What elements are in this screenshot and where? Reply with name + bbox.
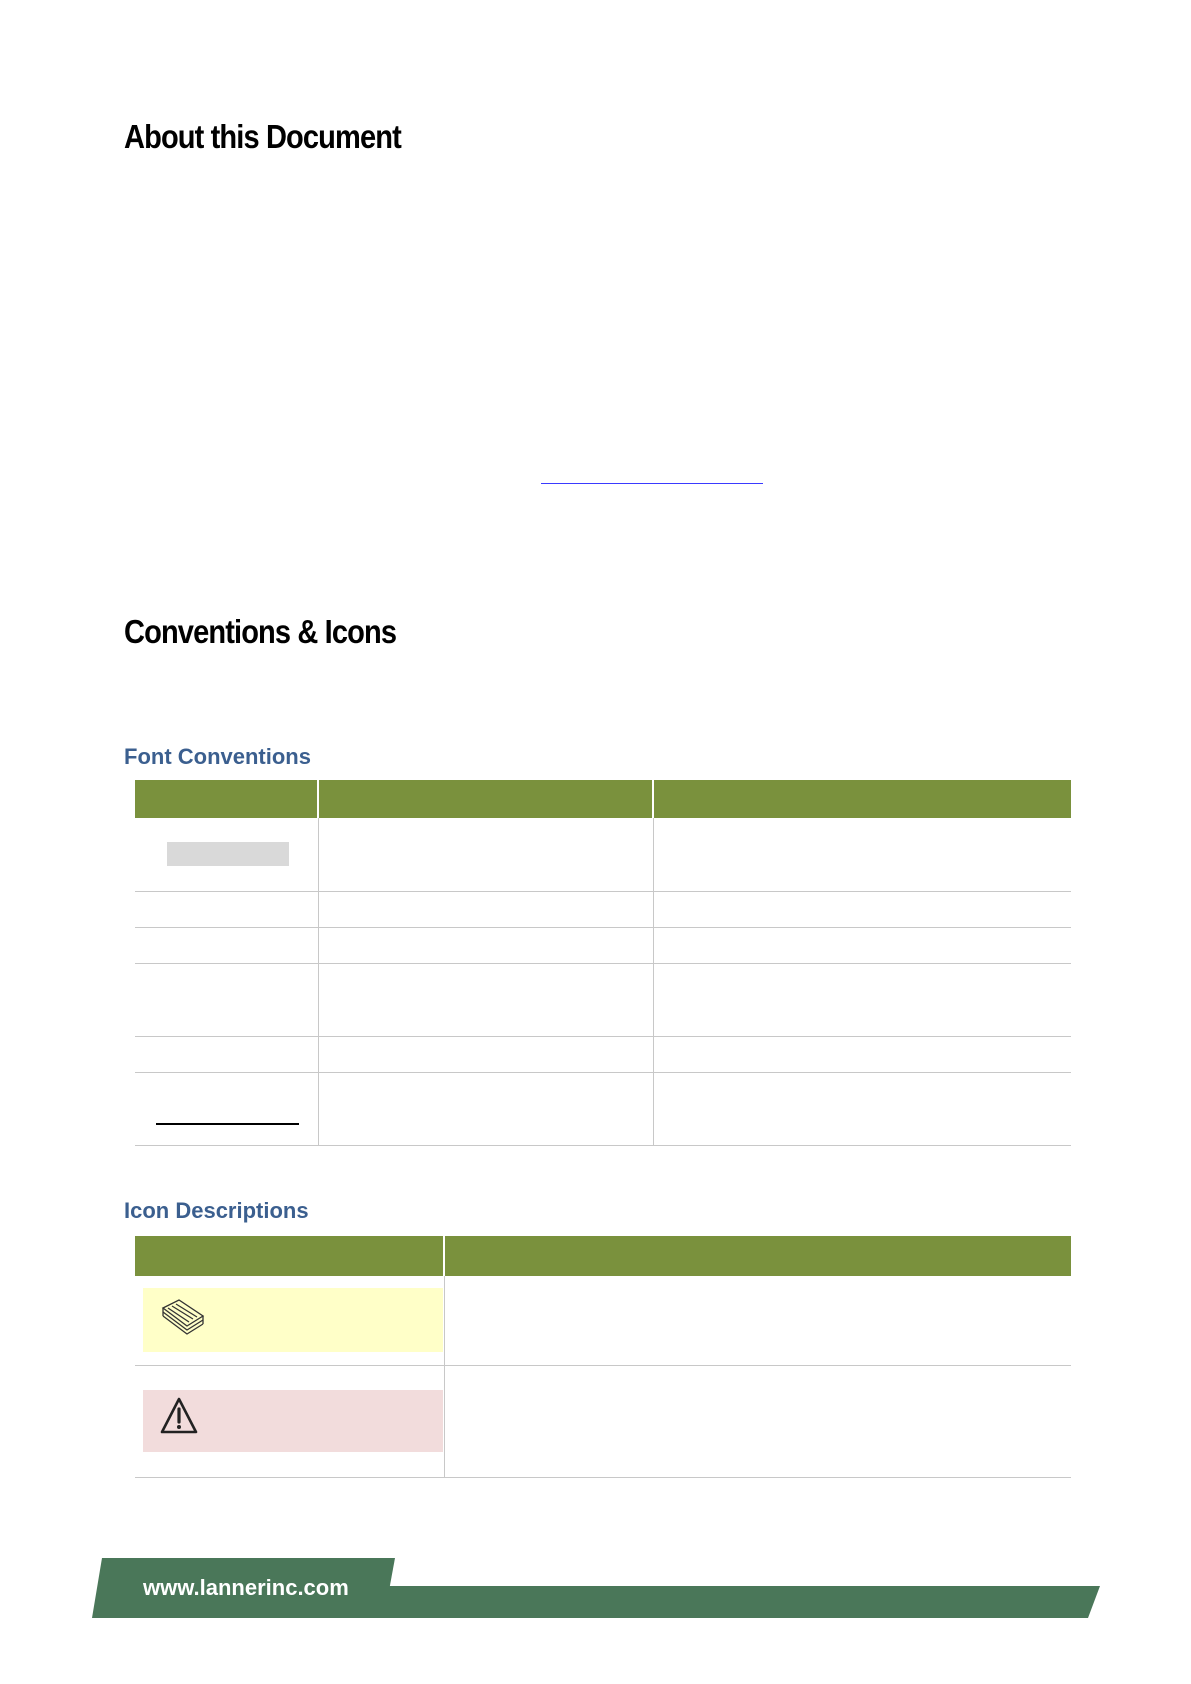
warning-box (143, 1390, 443, 1452)
warning-icon (159, 1396, 199, 1436)
gray-highlight-sample (167, 842, 289, 866)
note-icon (159, 1298, 209, 1342)
about-title: About this Document (124, 118, 401, 155)
hyperlink-underline[interactable] (541, 483, 763, 484)
note-box (143, 1288, 443, 1352)
footer-band (380, 1586, 1100, 1618)
table-row (135, 927, 1071, 963)
font-conventions-heading: Font Conventions (124, 744, 311, 769)
icon-descriptions-heading: Icon Descriptions (124, 1198, 309, 1223)
table-row (135, 1365, 1071, 1477)
font-conventions-table (135, 780, 1071, 1146)
table-row (135, 1276, 1071, 1365)
table-header-row (135, 780, 1071, 818)
underline-sample (156, 1123, 299, 1125)
table-row (135, 963, 1071, 1036)
icon-descriptions-table (135, 1236, 1071, 1478)
footer-url[interactable]: www.lannerinc.com (143, 1575, 349, 1600)
table-row (135, 818, 1071, 891)
table-row (135, 1072, 1071, 1145)
conventions-title: Conventions & Icons (124, 613, 397, 650)
table-row (135, 891, 1071, 927)
table-header-row (135, 1236, 1071, 1276)
table-row (135, 1036, 1071, 1072)
